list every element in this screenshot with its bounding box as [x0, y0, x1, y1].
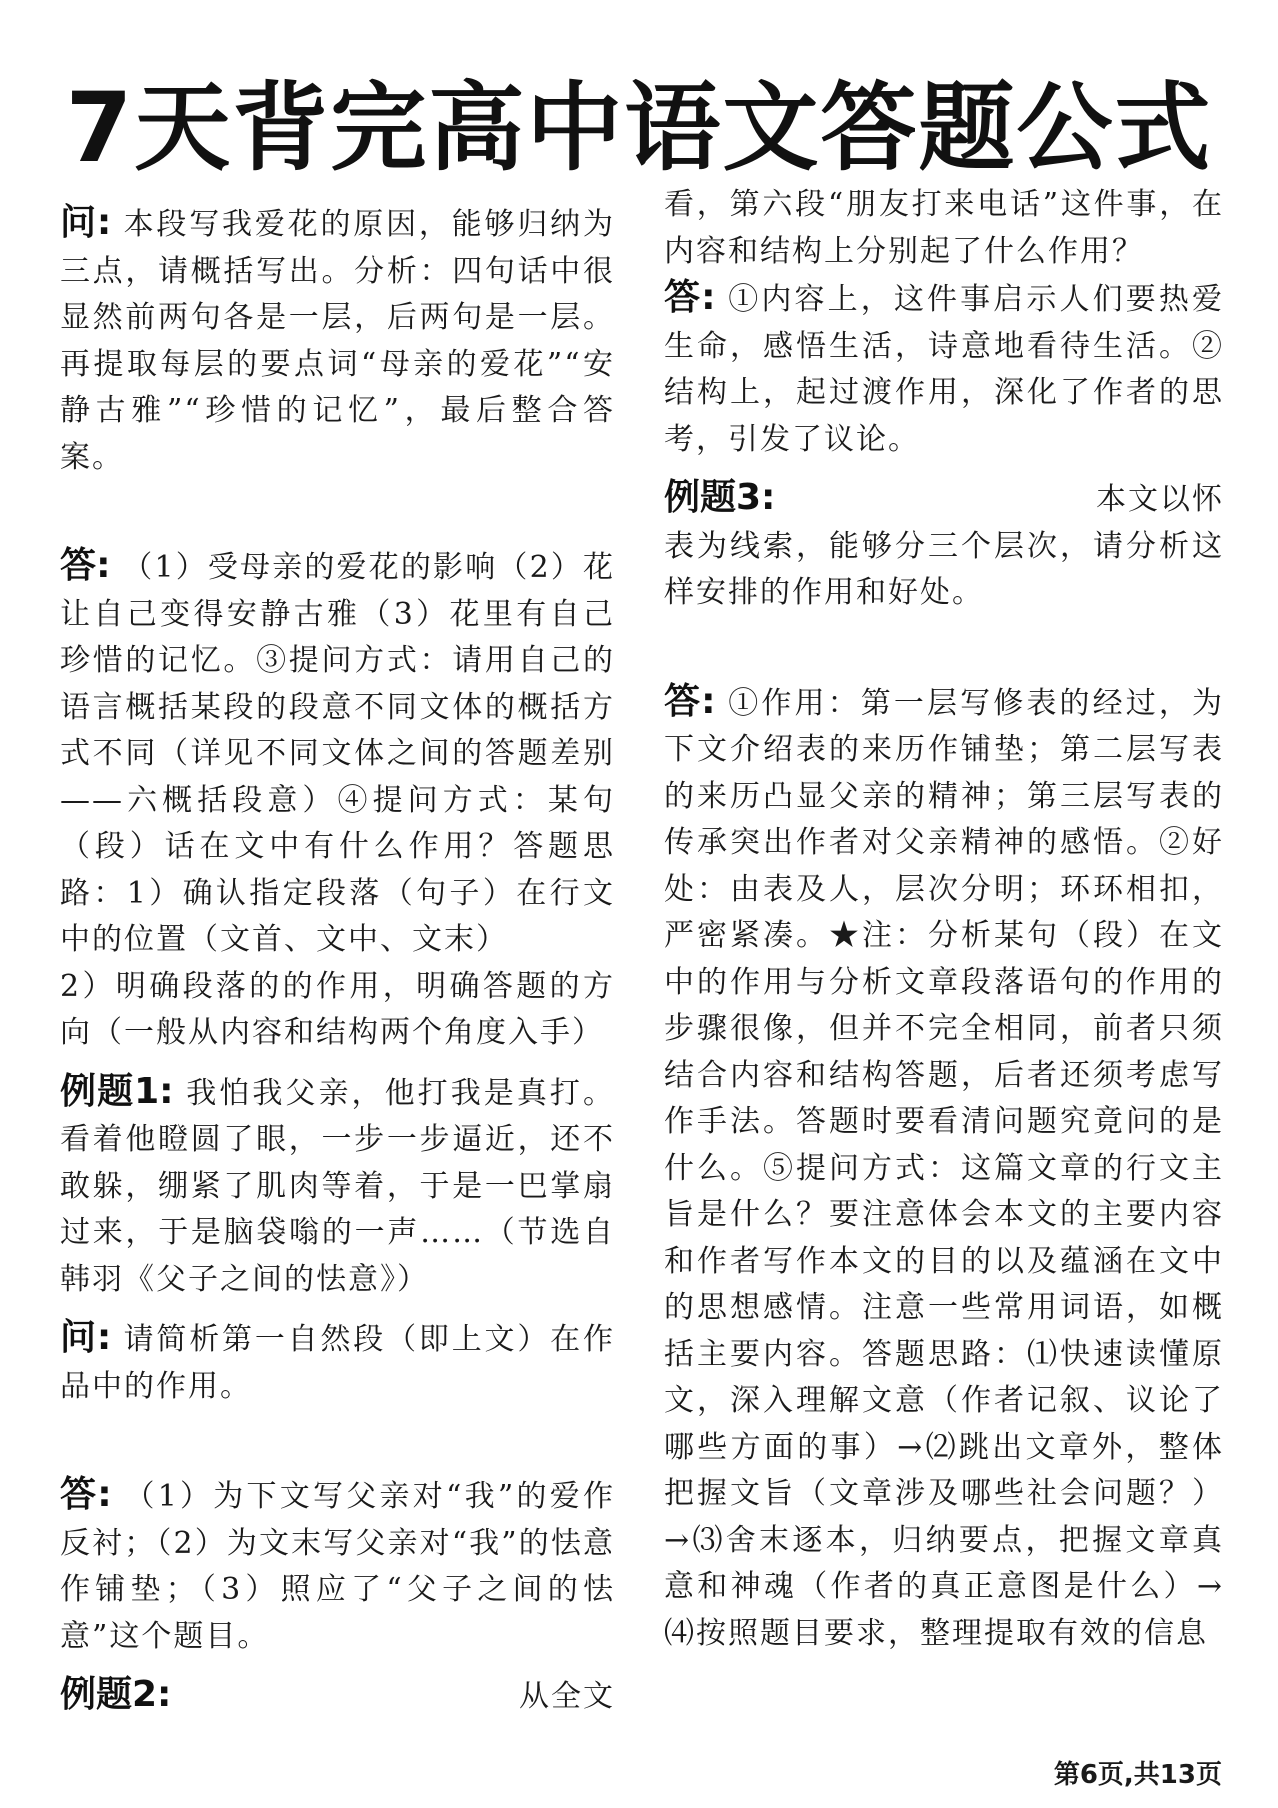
example-2-continued [664, 182, 1224, 275]
example-label: 例题1: [60, 1070, 174, 1112]
answer-label: 答: [664, 277, 716, 318]
left-column [60, 200, 615, 1721]
example-text: 看，第六段“朋友打来电话”这件事，在内容和结构上分别起了什么作用？ [664, 187, 1224, 269]
answer-4 [664, 679, 1224, 1658]
question-label: 问: [60, 202, 112, 243]
answer-label: 答: [60, 1474, 112, 1515]
page-title: 7天背完高中语文答题公式 [65, 72, 1213, 184]
answer-text-2: 2）明确段落的的作用，明确答题的方向（一般从内容和结构两个角度入手） [60, 968, 615, 1050]
page-number: 第6页,共13页 [1053, 1760, 1222, 1790]
example-2 [60, 1672, 615, 1721]
example-text: 表为线索，能够分三个层次，请分析这样安排的作用和好处。 [664, 528, 1224, 610]
question-text: 本段写我爱花的原因，能够归纳为三点，请概括写出。分析：四句话中很显然前两句各是一层，后两句是一层。再提取每层的要点词“母亲的爱花”“安静古雅”“珍惜的记忆”，最后整合答案。 [60, 207, 615, 475]
answer-text: ①作用：第一层写修表的经过，为下文介绍表的来历作铺垫；第二层写表的来历凸显父亲的精神；第三层写表的传承突出作者对父亲精神的感悟。②好处：由表及人，层次分明；环环相扣，严密紧凑。★注：分析某句（段）在文中的作用与分析文章段落语句的作用的步骤很像，但并不完全相同，前者只须结合内容和结构答题，后者还须考虑写作手法。答题时要看清问题究竟问的是什么。⑤提问方式：这篇文章的行文主旨是什么？要注意体会本文的主要内容和作者写作本文的目的以及蕴涵在文中的思想感情。注意一些常用词语，如概括主要内容。答题思路：⑴快速读懂原文，深入理解文意（作者记叙、议论了哪些方面的事）→⑵跳出文章外，整体把握文旨（文章涉及哪些社会问题？）→⑶舍末逐本，归纳要点，把握文章真意和神魂（作者的真正意图是什么）→⑷按照题目要求，整理提取有效的信息 [664, 685, 1224, 1651]
example-label: 例题3: [664, 477, 776, 518]
example-1 [60, 1069, 615, 1304]
answer-label: 答: [664, 680, 716, 722]
answer-3 [664, 275, 1224, 463]
example-text: 我怕我父亲，他打我是真打。看着他瞪圆了眼，一步一步逼近，还不敢躲，绷紧了肌肉等着，于是一巴掌扇过来，于是脑袋嗡的一声……（节选自韩羽《父子之间的怯意》） [60, 1075, 615, 1297]
question-text: 请简析第一自然段（即上文）在作品中的作用。 [60, 1322, 615, 1404]
answer-text: （1）为下文写父亲对“我”的爱作反衬；（2）为文末写父亲对“我”的怯意作铺垫；（3）照应了“父子之间的怯意”这个题目。 [60, 1479, 615, 1654]
question-1 [60, 200, 615, 481]
answer-1 [60, 543, 615, 964]
example-label: 例题2: [60, 1674, 172, 1715]
question-2 [60, 1315, 615, 1410]
example-text: 本文以怀 [1096, 482, 1224, 517]
answer-label: 答: [60, 545, 111, 586]
example-3-header [664, 475, 1224, 524]
answer-1-continued [60, 964, 615, 1057]
answer-text: ①内容上，这件事启示人们要热爱生命，感悟生活，诗意地看待生活。②结构上，起过渡作用，深化了作者的思考，引发了议论。 [664, 282, 1224, 457]
answer-2 [60, 1472, 615, 1660]
answer-text: （1）受母亲的爱花的影响（2）花让自己变得安静古雅（3）花里有自己珍惜的记忆。③提问方式：请用自己的语言概括某段的段意不同文体的概括方式不同（详见不同文体之间的答题差别——六概括段意）④提问方式：某句（段）话在文中有什么作用？答题思路：1）确认指定段落（句子）在行文中的位置（文首、文中、文末） [60, 550, 615, 957]
question-label: 问: [60, 1317, 112, 1358]
example-3 [664, 524, 1224, 617]
example-text: 从全文 [519, 1679, 615, 1714]
right-column [664, 182, 1224, 1657]
